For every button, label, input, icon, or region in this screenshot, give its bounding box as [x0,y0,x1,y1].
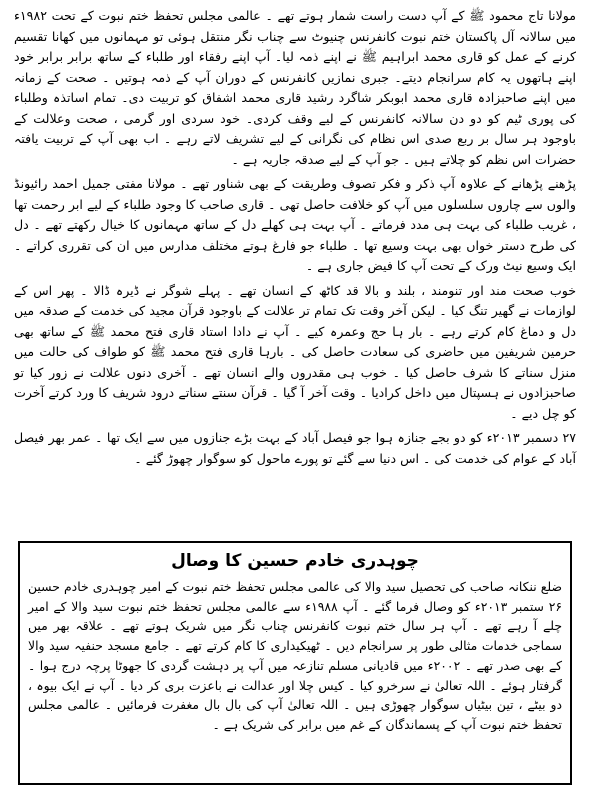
paragraph: ۲۷ دسمبر ۲۰۱۳ء کو دو بجے جنازہ ہوا جو فیصل آباد کے بہت بڑے جنازوں میں سے ایک تھا ۔ عمر بھر فیصل آباد کے عوام کی خدمت کی ۔ اس دنیا سے گئے تو پورے ماحول کو سوگوار چھوڑ گئے ۔ [14,430,577,466]
article-heading: چوہدری خادم حسین کا وصال [171,551,419,571]
article-qari-ibrahim [14,6,576,469]
paragraph: مولانا تاج محمود ﷺ کے آپ دست راست شمار ہوتے تھے ۔ عالمی مجلس تحفظ ختم نبوت کے تحت ۱۹۸۲ء میں سالانہ آل پاکستان ختم نبوت کانفرنس چنیوٹ سے چناب نگر منتقل ہوئی تو مہمانوں میں کھانا تقسیم کرنے کے عمل کو قاری محمد ابراہیم ﷺ نے اپنے ذمہ لیا۔ آپ اپنے رفقاء اور طلباء کے ساتھ برابر برابر خود اپنے ہاتھوں یہ کام سرانجام دیتے۔ جبری نمازیں کانفرنس کے دوران آپ کے ذمہ ہوتیں ۔ صحت کے زمانہ میں اپنے صاحبزادہ قاری محمد ابوبکر شاگرد رشید قاری محمد اشفاق کو تربیت دی۔ تمام اساتذہ وطلباء کی پوری ٹیم کو دو دن سالانہ کانفرنس کے لیے وقف کردی۔ خود سردی اور گرمی ، صحت وعلالت کے باوجود ہر سال بر ربع صدی اس نظام کی نگرانی کے لیے تشریف لاتے رہے ۔ اب بھی آپ کے تربیت یافتہ حضرات اس نظم کو چلاتے ہیں ۔ جو آپ کے لیے صدقہ جاریہ ہے ۔ [14,8,576,167]
paragraph: خوب صحت مند اور تنومند ، بلند و بالا قد کاٹھ کے انسان تھے ۔ پہلے شوگر نے ڈیرہ ڈالا ۔ پھر اس کے لوازمات نے گھیر تنگ کیا ۔ لیکن آخر وقت تک تمام تر علالت کے باوجود قرآن مجید کی خدمت کے صدقہ میں دل و دماغ کام کرتے رہے ۔ بار ہا حج وعمرہ کیے ۔ آپ نے دادا استاد قاری فتح محمد ﷺ کے ساتھ بھی حرمین شریفین میں حاضری کی سعادت حاصل کی ۔ بارہا قاری فتح محمد ﷺ کو طواف کی حالت میں منزل سناتے کا شرف حاصل کیا ۔ خوب ہی مقدروں والے انسان تھے ۔ آخری دنوں علالت نے زور کیا تو صاحبزادوں نے ہسپتال میں داخل کرادیا ۔ وقت آخر آ گیا ۔ قرآن سنتے سناتے درود شریف کا ورد کرتے آخرت کو چل دیے ۔ [14,282,576,421]
paragraph: پڑھنے پڑھانے کے علاوہ آپ ذکر و فکر تصوف وطریقت کے بھی شناور تھے ۔ مولانا مفتی جمیل احمد رائیونڈ والوں سے چاروں سلسلوں میں آپ کو خلافت حاصل تھی ۔ قاری صاحب کا وجود طلباء کے لیے ابر رحمت تھا ، غریب طلباء کی بہت ہی مدد فرماتے ۔ آپ بہت ہی کھلے دل کے ساتھ مہمانوں کا خیال رکھتے تھے ۔ دل کی طرح دستر خواں بھی بہت وسیع تھا ۔ طلباء جو فارغ ہوتے مختلف مدارس میں ان کی تقرری کراتے ۔ ایک وسیع نیٹ ورک کے تحت آپ کا فیض جاری ہے ۔ [14,176,576,273]
boxed-article-khadim-hussain [18,541,572,785]
article-body: ضلع ننکانہ صاحب کی تحصیل سید والا کی عالمی مجلس تحفظ ختم نبوت کے امیر چوہدری خادم حسین ۲۶ ستمبر ۲۰۱۳ء کو وصال فرما گئے ۔ آپ ۱۹۸۸ء سے عالمی مجلس تحفظ ختم نبوت سید والا کے امیر چلے آ رہے تھے ۔ آپ ہر سال ختم نبوت کانفرنس چناب نگر میں شریک ہوتے تھے ۔ علاقہ بھر میں سماجی خدمات مثالی طور پر سرانجام دیں ۔ ٹھیکیداری کا کام کرتے تھے ۔ جامع مسجد حنفیہ سید والا کے بھی صدر تھے ۔ ۲۰۰۲ء میں قادیانی مسلم تنازعہ میں آپ پر دہشت گردی کا جھوٹا پرچہ درج ہوا ۔ گرفتار ہوئے ۔ اللہ تعالیٰ نے سرخرو کیا ۔ کیس چلا اور عدالت نے باعزت بری کر دیا ۔ آپ نے ایک بیوہ ، دو بیٹے ، تین بیٹیاں سوگوار چھوڑی ہیں ۔ اللہ تعالیٰ آپ کی بال بال مغفرت فرمائیں ۔ عالمی مجلس تحفظ ختم نبوت آپ کے پسماندگان کے غم میں برابر کی شریک ہے ۔ [28,579,562,732]
